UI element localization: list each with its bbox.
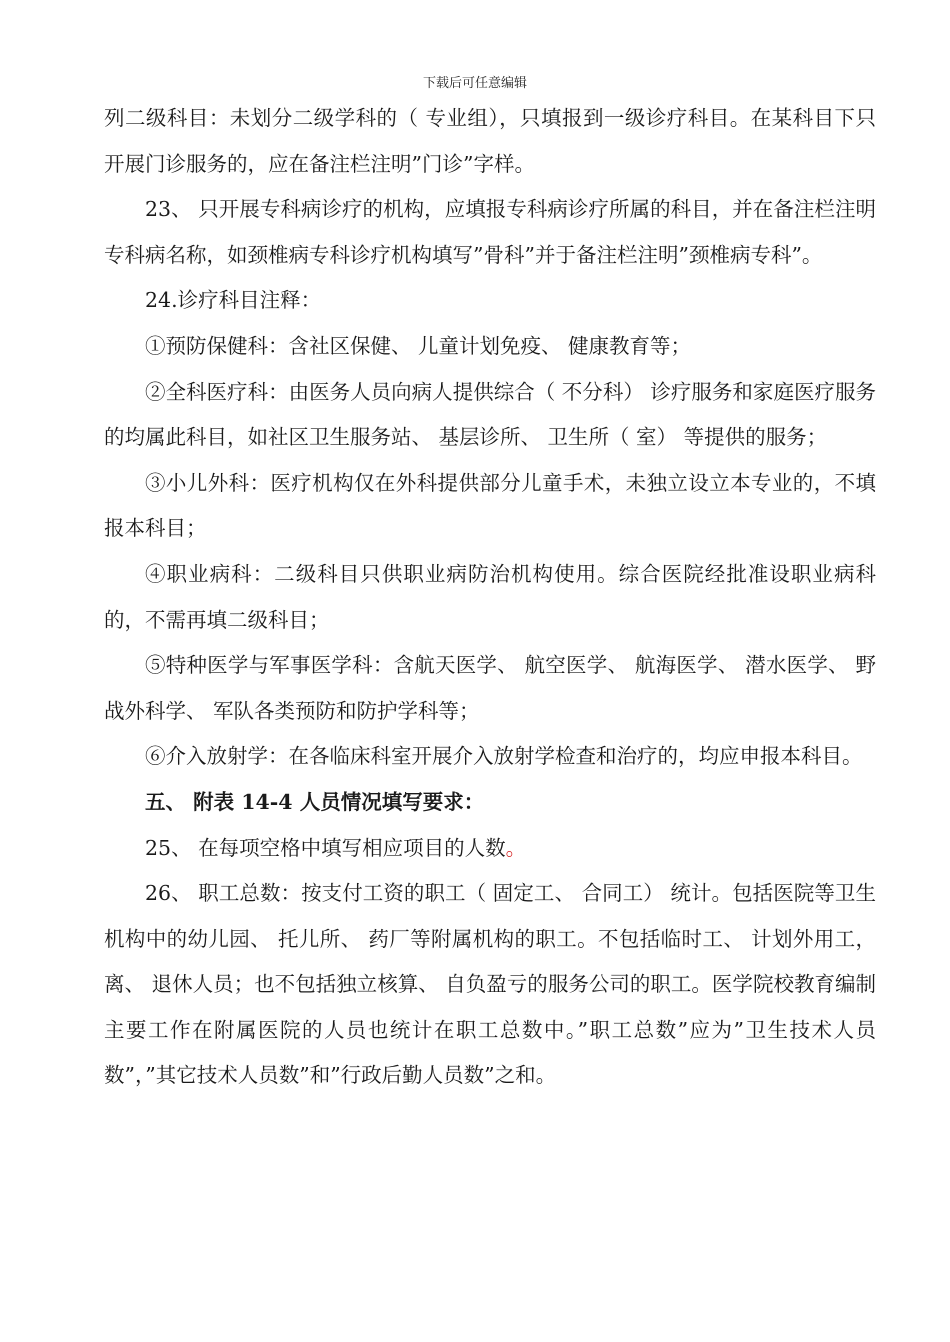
section-heading-five: 五、 附表 14-4 人员情况填写要求： [145,789,485,814]
paragraph-item-25-period: 。 [505,835,527,860]
paragraph-item-24: 24.诊疗科目注释： [145,288,322,313]
note-occupational-disease: ④职业病科：二级科目只供职业病防治机构使用。综合医院经批准设职业病科的，不需再填二级科目； [104,561,876,632]
note-general-practice: ②全科医疗科：由医务人员向病人提供综合（ 不分科） 诊疗服务和家庭医疗服务的均属此科目，如社区卫生服务站、 基层诊所、 卫生所（ 室） 等提供的服务； [104,379,876,450]
note-interventional-radiology: ⑥介入放射学：在各临床科室开展介入放射学检查和治疗的，均应申报本科目。 [145,744,863,769]
paragraph-item-25 [104,826,876,872]
paragraph-item-26: 26、 职工总数：按支付工资的职工（ 固定工、 合同工） 统计。包括医院等卫生机构中的幼儿园、 托儿所、 药厂等附属机构的职工。不包括临时工、 计划外用工，离、 退休人员；也不包括独立核算、 自负盈亏的服务公司的职工。医学院校教育编制主要工作在附属医院的人员也统计在职工总数中。”职工总数”应为”卫生技术人员数”，”其它技术人员数”和”行政后勤人员数”之和。 [104,881,876,1088]
note-special-military-medicine: ⑤特种医学与军事医学科：含航天医学、 航空医学、 航海医学、 潜水医学、 野战外科学、 军队各类预防和防护学科等； [104,653,876,723]
paragraph-continuation: 列二级科目：未划分二级学科的（ 专业组），只填报到一级诊疗科目。在某科目下只开展门诊服务的，应在备注栏注明”门诊”字样。 [104,106,876,176]
paragraph-item-25-text: 25、 在每项空格中填写相应项目的人数 [145,835,506,860]
paragraph-item-23: 23、 只开展专科病诊疗的机构，应填报专科病诊疗所属的科目，并在备注栏注明专科病名称，如颈椎病专科诊疗机构填写”骨科”并于备注栏注明”颈椎病专科”。 [104,197,876,267]
note-pediatric-surgery: ③小儿外科：医疗机构仅在外科提供部分儿童手术，未独立设立本专业的，不填报本科目； [104,470,876,541]
page-header: 下载后可任意编辑 [422,76,527,91]
note-preventive-care: ①预防保健科：含社区保健、 儿童计划免疫、 健康教育等； [145,333,692,358]
document-body [104,96,876,1099]
